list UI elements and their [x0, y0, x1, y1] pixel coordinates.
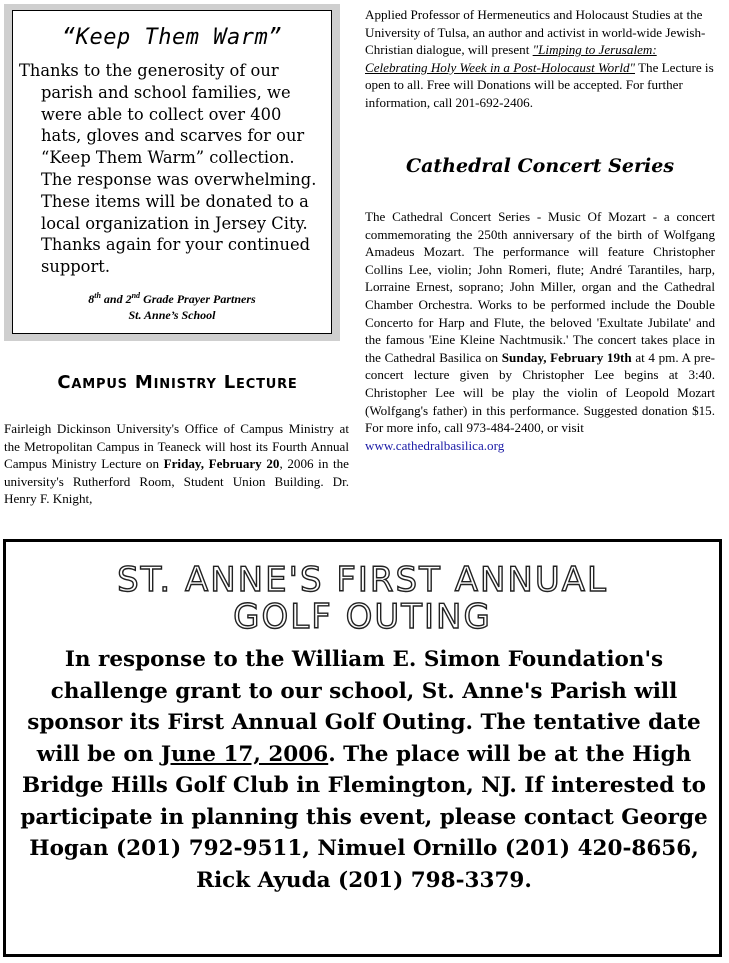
cathedral-link[interactable]: www.cathedralbasilica.org: [365, 437, 505, 453]
herm-text-2: The Lecture is open to all. Free will Donations will be accepted. For further information, call 201-692-2406.: [365, 59, 714, 110]
sign-grade1: 8: [88, 291, 95, 306]
sign-rest: Grade Prayer Partners: [140, 291, 256, 306]
sign-sup2: nd: [131, 290, 141, 300]
lecture-continuation: [365, 6, 715, 112]
golf-body-2: . The place will be at the High Bridge Hills Golf Club in Flemington, NJ. If interested to participate in planning this event, please contact George Hogan (201) 792-9511, Nimuel Ornillo (201) 420-8656, Rick Ayuda (201) 798-3379.: [20, 741, 708, 893]
campus-ministry-body: [4, 420, 349, 508]
golf-title-line1: ST. ANNE'S FIRST ANNUAL: [117, 560, 608, 600]
golf-outing-body: [14, 644, 714, 896]
sign-grade2: 2: [125, 291, 132, 306]
sign-and: and: [100, 291, 126, 306]
golf-body-1: In response to the William E. Simon Foundation's challenge grant to our school, St. Anne's Parish will sponsor its First Annual Golf Outing. The tentative date will be on: [27, 647, 701, 767]
concert-body-date: Sunday, February 19th: [501, 349, 632, 365]
campus-body-date: Friday, February 20: [163, 456, 280, 472]
campus-ministry-title: Campus Ministry Lecture: [57, 372, 298, 393]
keep-warm-signature: [19, 288, 325, 323]
sign-sup1: th: [94, 290, 101, 300]
golf-date: June 17, 2006: [160, 741, 329, 767]
lecture-title: "Limping to Jerusalem: Celebrating Holy Week in a Post-Holocaust World": [365, 42, 657, 75]
concert-series-title: Cathedral Concert Series: [405, 155, 675, 177]
concert-series-body: [365, 208, 715, 454]
campus-body-1: Fairleigh Dickinson University's Office of Campus Ministry at the Metropolitan Campus in Teaneck will host its Fourth Annual Campus Ministry Lecture on: [4, 421, 349, 472]
concert-body-2: at 4 pm. A pre-concert lecture given by Christopher Lee begins at 3:40. Christopher Lee will be play the violin of Leopold Mozart (Wolfgang's father) in this performance. Suggested donation $15. For more info, call 973-484-2400, or visit: [365, 349, 715, 436]
campus-body-2: , 2006 in the university's Rutherford Room, Student Union Building. Dr. Henry F. Knight,: [4, 456, 349, 507]
keep-warm-box: [12, 10, 332, 334]
golf-title-line2: GOLF OUTING: [233, 597, 492, 637]
keep-warm-body: Thanks to the generosity of our parish and school families, we were able to collect over 400 hats, gloves and scarves for our “Keep Them Warm” collection. The response was overwhelming. These items will be donated to a local organization in Jersey City. Thanks again for your continued support.: [19, 61, 317, 277]
concert-body-1: The Cathedral Concert Series - Music Of Mozart - a concert commemorating the 250th anniversary of the birth of Wolfgang Amadeus Mozart. The performance will feature Christopher Collins Lee, violin; John Romeri, flute; André Tarantiles, harp, Lorraine Ernest, soprano; John Miller, organ and the Cathedral Chamber Orchestra. Works to be performed include the Double Concerto for Harp and Flute, the beloved 'Exultate Jubilate' and the famous 'Eine Kleine Nachtmusik.' The concert takes place in the Cathedral Basilica on: [365, 209, 715, 365]
keep-warm-signature-line2: St. Anne’s School: [128, 307, 216, 322]
keep-warm-signature-line1: [19, 288, 325, 307]
golf-outing-box: [3, 539, 722, 957]
keep-warm-title: “Keep Them Warm”: [62, 25, 282, 50]
herm-text-1: Applied Professor of Hermeneutics and Holocaust Studies at the University of Tulsa, an author and activist in world-wide Jewish-Christian dialogue, will present: [365, 7, 706, 58]
